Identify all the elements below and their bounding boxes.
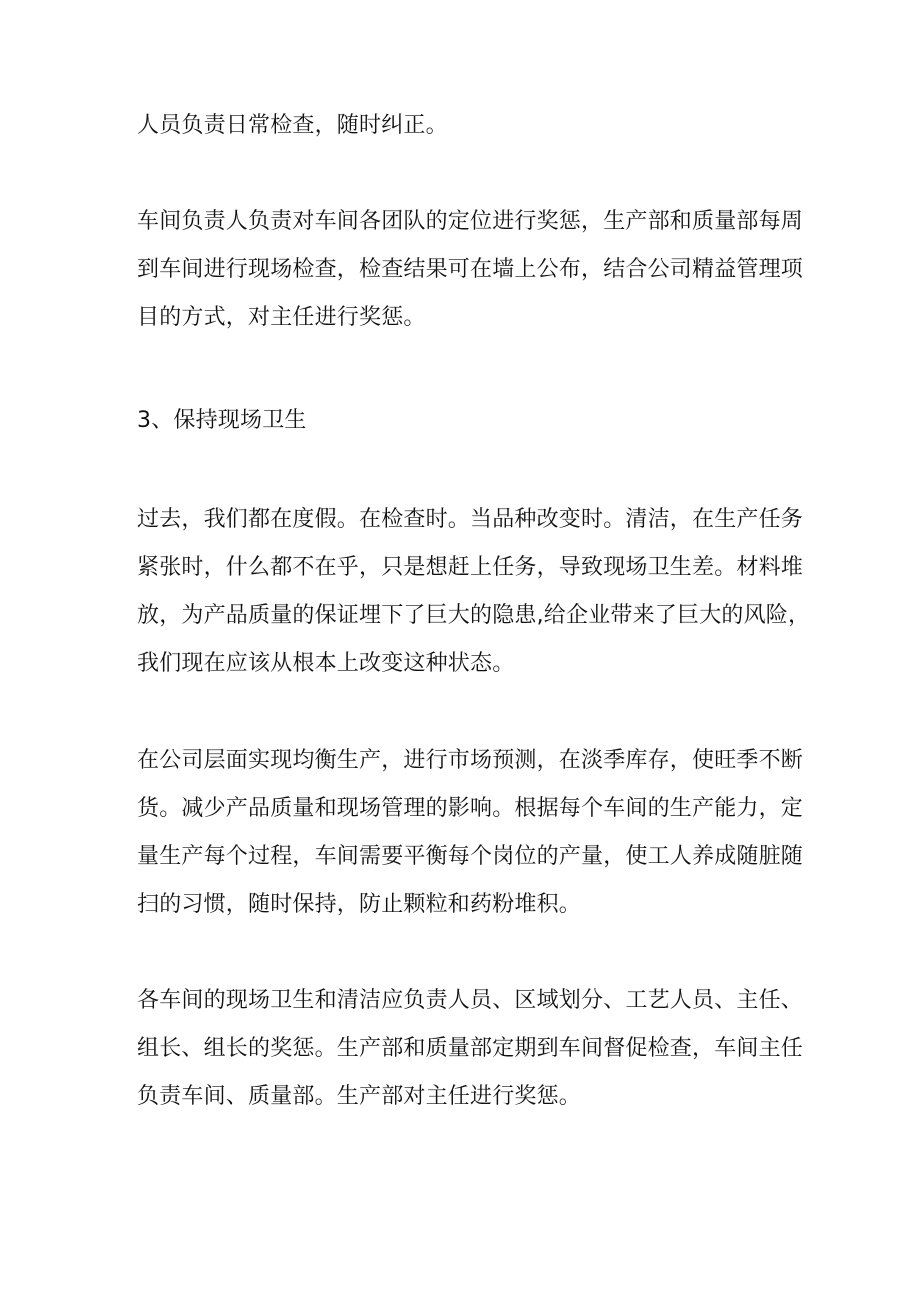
text-line: 紧张时，什么都不在乎，只是想赶上任务，导致现场卫生差。材料堆 [137,555,804,580]
text-line: 扫的习惯，随时保持，防止颗粒和药粉堆积。 [137,892,582,917]
text-line: 货。减少产品质量和现场管理的影响。根据每个车间的生产能力，定 [137,796,804,821]
text-line: 放，为产品质量的保证埋下了巨大的隐患,给企业带来了巨大的风险， [137,603,811,628]
text-line: 各车间的现场卫生和清洁应负责人员、区域划分、工艺人员、主任、 [137,988,804,1013]
paragraph-daily-inspection [137,102,797,150]
text-line: 过去，我们都在度假。在检查时。当品种改变时。清洁，在生产任务 [137,507,804,532]
text-line: 人员负责日常检查，随时纠正。 [137,113,448,138]
text-line: 量生产每个过程，车间需要平衡每个岗位的产量，使工人养成随脏随 [137,844,804,869]
heading-line: 3、保持现场卫生 [137,408,307,433]
section-heading-site-hygiene [137,397,797,445]
paragraph-past-problems [137,496,811,688]
text-line: 我们现在应该从根本上改变这种状态。 [137,651,515,676]
paragraph-balanced-production [137,737,804,929]
paragraph-workshop-rewards [137,198,804,342]
paragraph-hygiene-responsibility [137,977,804,1121]
text-line: 到车间进行现场检查，检查结果可在墙上公布，结合公司精益管理项 [137,257,804,282]
text-line: 负责车间、质量部。生产部对主任进行奖惩。 [137,1084,582,1109]
text-line: 组长、组长的奖惩。生产部和质量部定期到车间督促检查，车间主任 [137,1036,804,1061]
text-line: 目的方式，对主任进行奖惩。 [137,305,426,330]
text-line: 车间负责人负责对车间各团队的定位进行奖惩，生产部和质量部每周 [137,209,804,234]
text-line: 在公司层面实现均衡生产，进行市场预测，在淡季库存，使旺季不断 [137,748,804,773]
